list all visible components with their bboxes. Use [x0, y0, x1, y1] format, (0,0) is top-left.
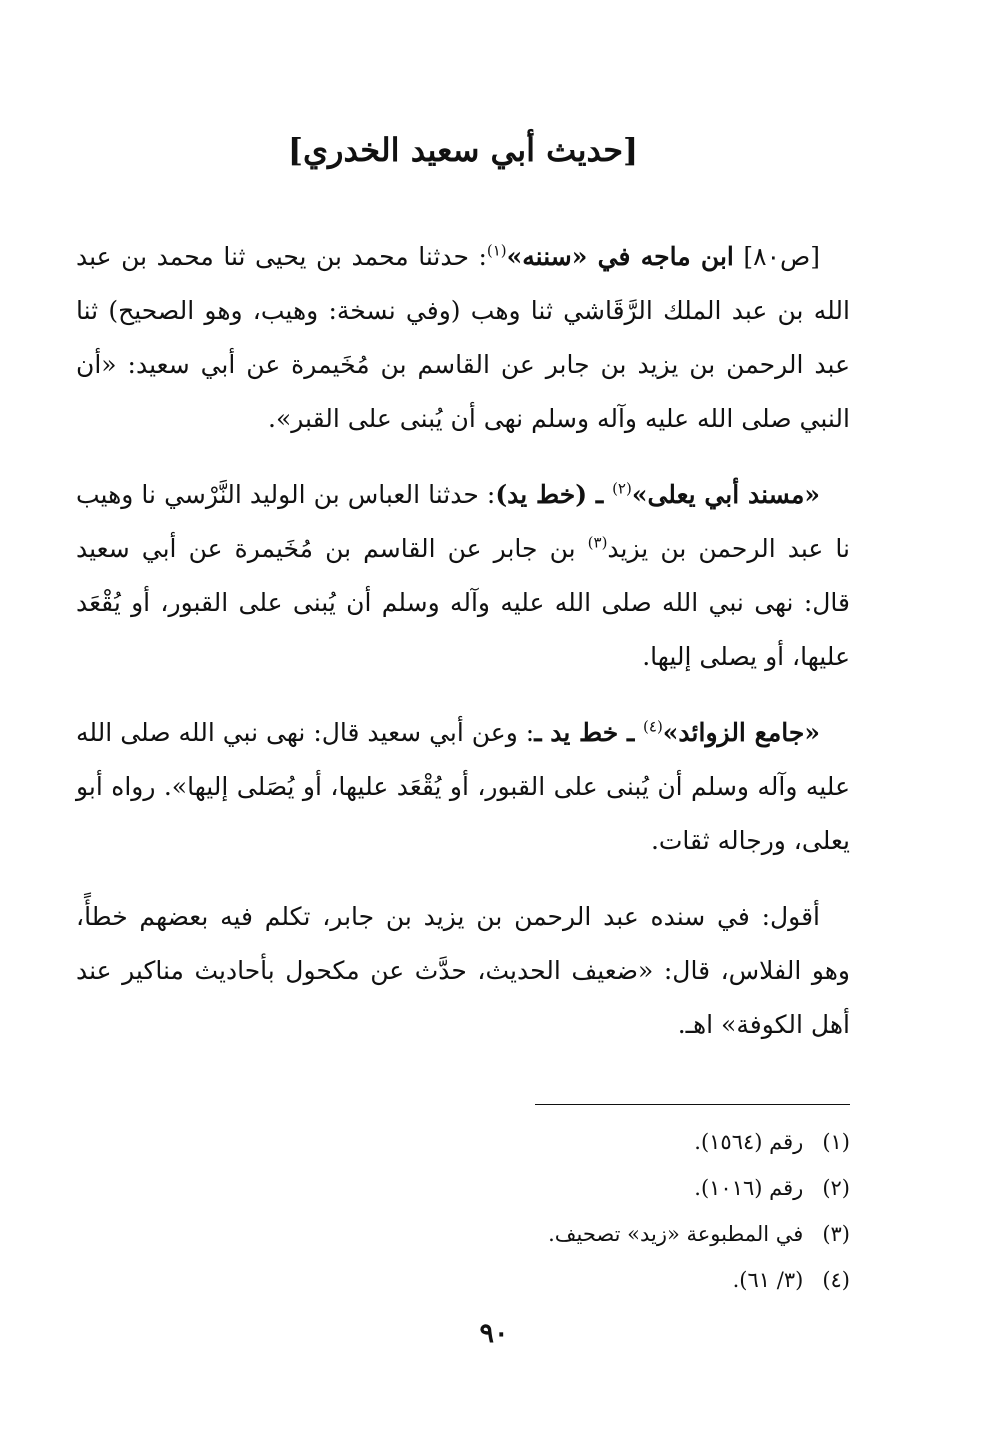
footnote-text: في المطبوعة «زيد» تصحيف.	[548, 1221, 804, 1246]
footnote-ref-4: (٤)	[643, 717, 663, 736]
footnote-number: (٢)	[822, 1175, 850, 1200]
footnote	[76, 1165, 850, 1211]
page-ref: [ص٨٠]	[733, 241, 821, 271]
footnotes	[76, 1119, 850, 1303]
footnote-ref-3: (٣)	[587, 533, 608, 552]
paragraph-text: : وعن أبي سعيد قال: نهى نبي الله صلى الله عليه وآله وسلم أن يُبنى على القبور، أو يُقْعَد عليها، أو يُصَلى إليها». رواه أبو يعلى، ورجاله ثقات.	[76, 717, 850, 855]
paragraph-text: : حدثنا العباس بن الوليد النَّرْسي نا وهيب نا عبد الرحمن بن يزيد	[76, 479, 851, 563]
page-number: ٩٠	[479, 1318, 509, 1349]
footnote	[76, 1119, 850, 1165]
footnote-ref-2: (٢)	[612, 479, 632, 498]
paragraph-jami-zawaid	[76, 706, 850, 868]
footnote-ref-1: (١)	[486, 241, 507, 260]
source-ibn-majah: ابن ماجه في «سننه»	[506, 241, 734, 271]
manuscript-note: ـ (خط يد)	[495, 479, 613, 509]
page-title: [حديث أبي سعيد الخدري]	[287, 131, 639, 169]
footnote-number: (٤)	[822, 1267, 850, 1292]
footnote-number: (٣)	[822, 1221, 850, 1246]
footnote-text: (٣/ ٦١).	[732, 1267, 804, 1292]
footnote	[76, 1211, 850, 1257]
paragraph-text: : حدثنا محمد بن يحيى ثنا محمد بن عبد الله بن عبد الملك الرَّقَاشي ثنا وهب (وفي نسخة: وهيب، وهو الصحيح) ثنا عبد الرحمن بن يزيد بن جابر عن القاسم بن مُخَيمرة عن أبي سعيد: «أن النبي صلى الله عليه وآله وسلم نهى أن يُبنى على القبر».	[76, 241, 850, 433]
footnote-text: رقم (١٠١٦).	[694, 1175, 804, 1200]
paragraph-ibn-majah	[76, 230, 850, 446]
manuscript-note: ـ خط يد ـ	[534, 717, 644, 747]
source-abu-yala: «مسند أبي يعلى»	[631, 479, 820, 509]
footnote-number: (١)	[822, 1129, 850, 1154]
paragraph-abu-yala	[76, 468, 850, 684]
paragraph-commentary: أقول: في سنده عبد الرحمن بن يزيد بن جابر، تكلم فيه بعضهم خطأً، وهو الفلاس، قال: «ضعيف الحديث، حدَّث عن مكحول بأحاديث مناكير عند أهل الكوفة» اهـ.	[76, 901, 850, 1039]
source-jami-zawaid: «جامع الزوائد»	[662, 717, 820, 747]
footnote	[76, 1257, 850, 1303]
paragraph-text: بن جابر عن القاسم بن مُخَيمرة عن أبي سعيد قال: نهى نبي الله صلى الله عليه وآله وسلم أن يُبنى على القبور، أو يُقْعَد عليها، أو يصلى إليها.	[76, 533, 850, 671]
footnote-divider	[535, 1104, 850, 1105]
footnote-text: رقم (١٥٦٤).	[694, 1129, 804, 1154]
